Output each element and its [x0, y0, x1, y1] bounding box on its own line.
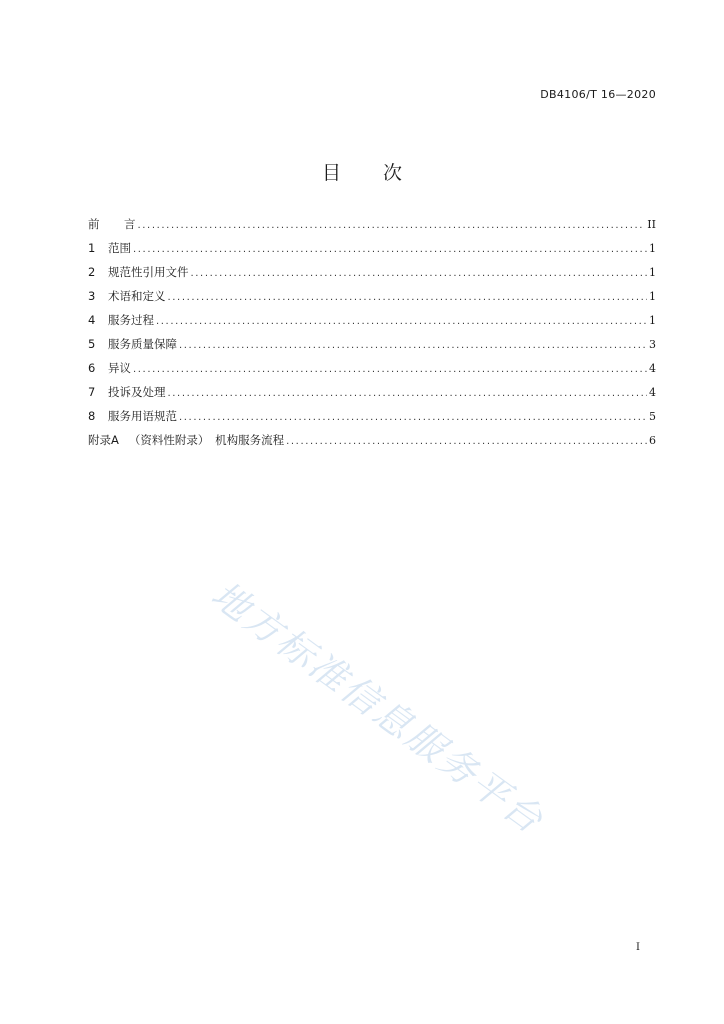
toc-entry-number: 5	[88, 337, 96, 351]
toc-entry-page: 4	[649, 386, 656, 399]
toc-entry-number: 6	[88, 361, 96, 375]
toc-entry-label: 规范性引用文件	[108, 265, 189, 279]
toc-entry-label: 服务用语规范	[108, 409, 177, 423]
toc-entry-number: 附录A	[88, 433, 119, 447]
table-of-contents	[88, 216, 656, 456]
toc-entry-label: 术语和定义	[108, 289, 166, 303]
toc-entry-number: 2	[88, 265, 96, 279]
toc-entry-page: II	[647, 218, 656, 231]
toc-entry-number: 3	[88, 289, 96, 303]
toc-entry-number: 前	[88, 217, 100, 231]
toc-entry-complaints[interactable]	[88, 384, 656, 408]
toc-leader-dots	[179, 340, 647, 351]
toc-entry-preface[interactable]	[88, 216, 656, 240]
toc-entry-label: 言	[124, 217, 136, 231]
toc-leader-dots	[133, 364, 647, 375]
toc-entry-label: 服务过程	[108, 313, 154, 327]
toc-entry-page: 1	[649, 242, 656, 255]
watermark: 地方标准信息服务平台	[203, 572, 553, 843]
toc-leader-dots	[156, 316, 647, 327]
toc-entry-page: 6	[649, 434, 656, 447]
toc-leader-dots	[191, 268, 648, 279]
toc-entry-service-process[interactable]	[88, 312, 656, 336]
toc-leader-dots	[168, 292, 648, 303]
toc-title-part2: 次	[383, 162, 403, 184]
toc-entry-number: 4	[88, 313, 96, 327]
toc-entry-page: 4	[649, 362, 656, 375]
toc-entry-appendix-a[interactable]	[88, 432, 656, 456]
toc-entry-label: 范围	[108, 241, 131, 255]
toc-title	[0, 158, 724, 185]
toc-entry-page: 1	[649, 290, 656, 303]
toc-entry-label: 服务质量保障	[108, 337, 177, 351]
toc-entry-number: 7	[88, 385, 96, 399]
toc-entry-quality-assurance[interactable]	[88, 336, 656, 360]
toc-leader-dots	[286, 436, 647, 447]
toc-entry-label: （资料性附录） 机构服务流程	[128, 433, 285, 447]
toc-entry-label: 投诉及处理	[108, 385, 166, 399]
toc-entry-scope[interactable]	[88, 240, 656, 264]
toc-entry-page: 3	[649, 338, 656, 351]
toc-leader-dots	[133, 244, 647, 255]
toc-entry-page: 1	[649, 314, 656, 327]
toc-entry-objection[interactable]	[88, 360, 656, 384]
toc-entry-terms-definitions[interactable]	[88, 288, 656, 312]
toc-entry-page: 1	[649, 266, 656, 279]
toc-entry-number: 8	[88, 409, 96, 423]
document-code: DB4106/T 16—2020	[540, 88, 656, 101]
toc-leader-dots	[179, 412, 647, 423]
toc-entry-label: 异议	[108, 361, 131, 375]
toc-entry-page: 5	[649, 410, 656, 423]
toc-entry-number: 1	[88, 241, 96, 255]
toc-title-part1: 目	[321, 162, 341, 184]
toc-entry-service-language[interactable]	[88, 408, 656, 432]
page-number: I	[636, 942, 640, 953]
toc-entry-normative-references[interactable]	[88, 264, 656, 288]
toc-leader-dots	[168, 388, 648, 399]
toc-leader-dots	[138, 220, 646, 231]
